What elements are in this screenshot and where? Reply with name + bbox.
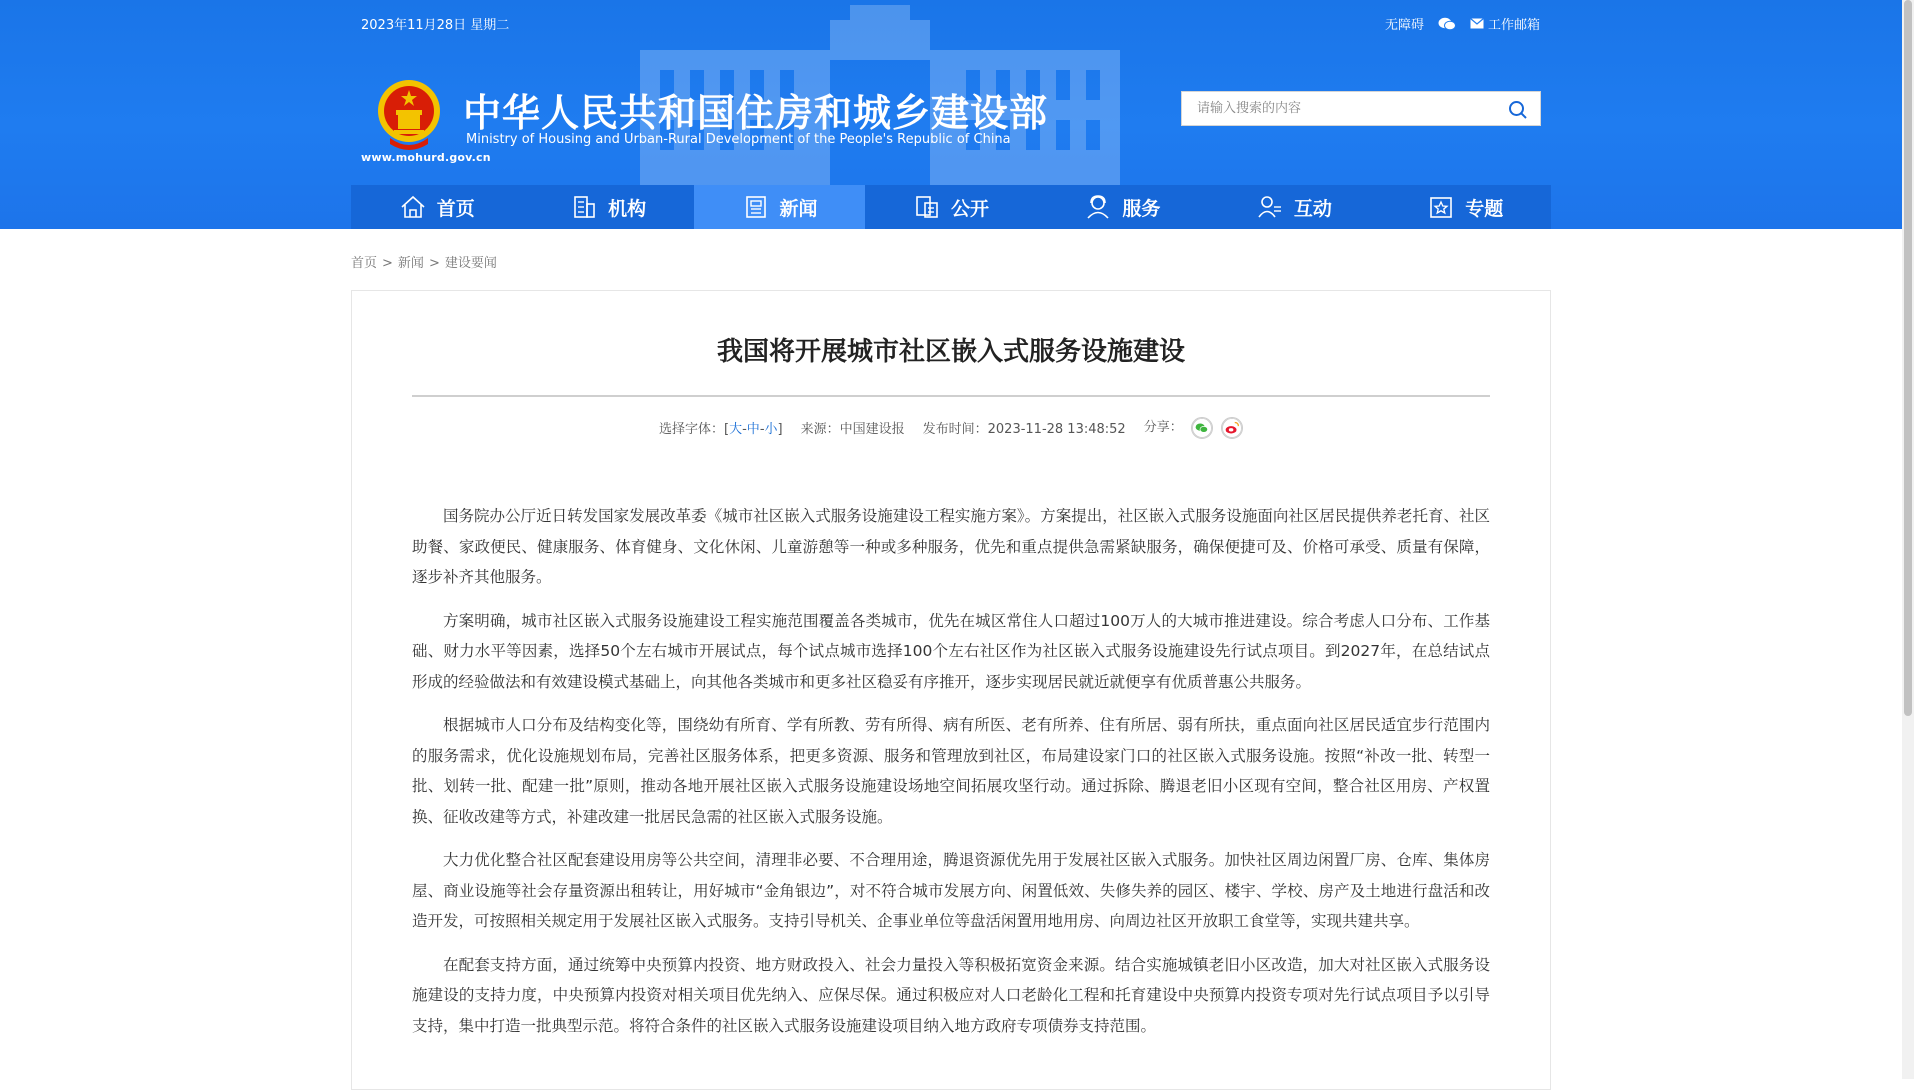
service-icon — [1084, 193, 1112, 221]
nav-label: 公开 — [950, 197, 989, 220]
nav-label: 服务 — [1122, 197, 1161, 220]
nav-item-news[interactable] — [694, 185, 865, 229]
font-size-selector — [659, 418, 783, 437]
work-mail-link[interactable] — [1470, 14, 1540, 33]
article-paragraph: 在配套支持方面，通过统筹中央预算内投资、地方财政投入、社会力量投入等积极拓宽资金来源。结合实施城镇老旧小区改造，加大对社区嵌入式服务设施建设的支持力度，中央预算内投资对相关项目优先纳入、应保尽保。通过积极应对人口老龄化工程和托育建设中央预算内投资专项对先行试点项目予以引导支持，集中打造一批典型示范。将符合条件的社区嵌入式服务设施建设项目纳入地方政府专项债券支持范围。 — [412, 955, 1490, 1035]
document-icon — [913, 193, 941, 221]
nav-item-home[interactable] — [351, 185, 522, 229]
accessibility-link[interactable]: 无障碍 — [1384, 18, 1424, 33]
nav-item-organization[interactable] — [522, 185, 693, 229]
font-size-label: 选择字体：[ — [659, 421, 730, 437]
nav-label: 专题 — [1465, 197, 1504, 220]
article-paragraph: 方案明确，城市社区嵌入式服务设施建设工程实施范围覆盖各类城市，优先在城区常住人口超过100万人的大城市推进建设。综合考虑人口分布、工作基础、财力水平等因素，选择50个左右城市开展试点，每个试点城市选择100个左右社区作为社区嵌入式服务设施建设先行试点项目。到2027年，在总结试点形成的经验做法和有效建设模式基础上，向其他各类城市和更多社区稳妥有序推开，逐步实现居民就近就便享有优质普惠公共服务。 — [412, 611, 1490, 691]
home-icon — [399, 193, 427, 221]
article-title: 我国将开展城市社区嵌入式服务设施建设 — [716, 337, 1185, 367]
site-title[interactable]: 中华人民共和国住房和城乡建设部 — [463, 91, 1049, 135]
breadcrumb — [351, 252, 497, 271]
national-emblem-icon[interactable] — [376, 78, 442, 152]
article-paragraph: 根据城市人口分布及结构变化等，围绕幼有所育、学有所教、劳有所得、病有所医、老有所养、住有所居、弱有所扶，重点面向社区居民适宜步行范围内的服务需求，优化设施规划布局，完善社区服务体系，把更多资源、服务和管理放到社区，布局建设家门口的社区嵌入式服务设施。按照“补改一批、转型一批、划转一批、配建一批”原则，推动各地开展社区嵌入式服务设施建设场地空间拓展攻坚行动。通过拆除、腾退老旧小区现有空间，整合社区用房、产权置换、征收改建等方式，补建改建一批居民急需的社区嵌入式服务设施。 — [412, 716, 1490, 826]
search-box — [1181, 91, 1541, 126]
work-mail-label: 工作邮箱 — [1487, 18, 1540, 33]
breadcrumb-home[interactable]: 首页 — [351, 256, 378, 271]
share-label: 分享： — [1143, 420, 1183, 435]
font-large-button[interactable]: 大 — [729, 421, 743, 437]
font-size-end: ] — [777, 421, 783, 437]
nav-item-service[interactable] — [1037, 185, 1208, 229]
news-icon — [742, 193, 770, 221]
article-body — [412, 501, 1490, 1054]
article-paragraph: 国务院办公厅近日转发国家发展改革委《城市社区嵌入式服务设施建设工程实施方案》。方案提出，社区嵌入式服务设施面向社区居民提供养老托育、社区助餐、家政便民、健康服务、体育健身、文化休闲、儿童游憩等一种或多种服务，优先和重点提供急需紧缺服务，确保便捷可及、价格可承受、质量有保障，逐步补齐其他服务。 — [412, 507, 1490, 586]
star-icon — [1427, 193, 1455, 221]
wechat-share-icon[interactable] — [1191, 417, 1213, 439]
nav-label: 首页 — [436, 197, 475, 220]
site-header — [0, 0, 1902, 229]
nav-label: 机构 — [608, 197, 647, 220]
nav-label: 互动 — [1293, 197, 1332, 220]
main-nav — [351, 185, 1551, 229]
search-icon[interactable] — [1508, 100, 1528, 120]
breadcrumb-news[interactable]: 新闻 — [397, 256, 424, 271]
article-container — [351, 290, 1551, 1090]
font-size-dash: - — [742, 421, 747, 437]
page-scrollbar[interactable] — [1902, 0, 1914, 1079]
site-url: www.mohurd.gov.cn — [361, 151, 491, 164]
breadcrumb-separator: > — [382, 256, 393, 271]
article-source: 来源：中国建设报 — [800, 421, 905, 437]
search-input[interactable] — [1182, 92, 1512, 125]
article-paragraph: 大力优化整合社区配套建设用房等公共空间，清理非必要、不合理用途，腾退资源优先用于发展社区嵌入式服务。加快社区周边闲置厂房、仓库、集体房屋、商业设施等社会存量资源出租转让，用好城市“金角银边”，对不符合城市发展方向、闲置低效、失修失养的园区、楼宇、学校、房产及土地进行盘活和改造开发，可按照相关规定用于发展社区嵌入式服务。支持引导机关、企事业单位等盘活闲置用地用房、向周边社区开放职工食堂等，实现共建共享。 — [412, 851, 1490, 930]
topbar-links — [1385, 14, 1540, 33]
wechat-icon — [1438, 17, 1456, 31]
article-meta — [352, 416, 1550, 439]
publish-time: 发布时间：2023-11-28 13:48:52 — [922, 421, 1126, 437]
font-medium-button[interactable]: 中 — [746, 421, 760, 437]
scrollbar-thumb[interactable] — [1904, 0, 1912, 716]
nav-item-special[interactable] — [1380, 185, 1551, 229]
current-date: 2023年11月28日 星期二 — [361, 18, 510, 33]
breadcrumb-current[interactable]: 建设要闻 — [444, 256, 497, 271]
share-group — [1144, 416, 1243, 439]
title-divider — [412, 395, 1490, 397]
building-icon — [570, 193, 598, 221]
font-small-button[interactable]: 小 — [764, 421, 778, 437]
nav-item-public[interactable] — [865, 185, 1036, 229]
font-size-dash: - — [759, 421, 765, 437]
site-title-english: Ministry of Housing and Urban-Rural Development of the People's Republic of China — [466, 132, 1011, 147]
weibo-share-icon[interactable] — [1221, 417, 1243, 439]
wechat-link[interactable] — [1438, 17, 1456, 31]
interaction-icon — [1256, 193, 1284, 221]
breadcrumb-separator: > — [428, 256, 440, 271]
mail-icon — [1470, 18, 1484, 29]
nav-label: 新闻 — [779, 197, 818, 220]
nav-item-interaction[interactable] — [1208, 185, 1379, 229]
